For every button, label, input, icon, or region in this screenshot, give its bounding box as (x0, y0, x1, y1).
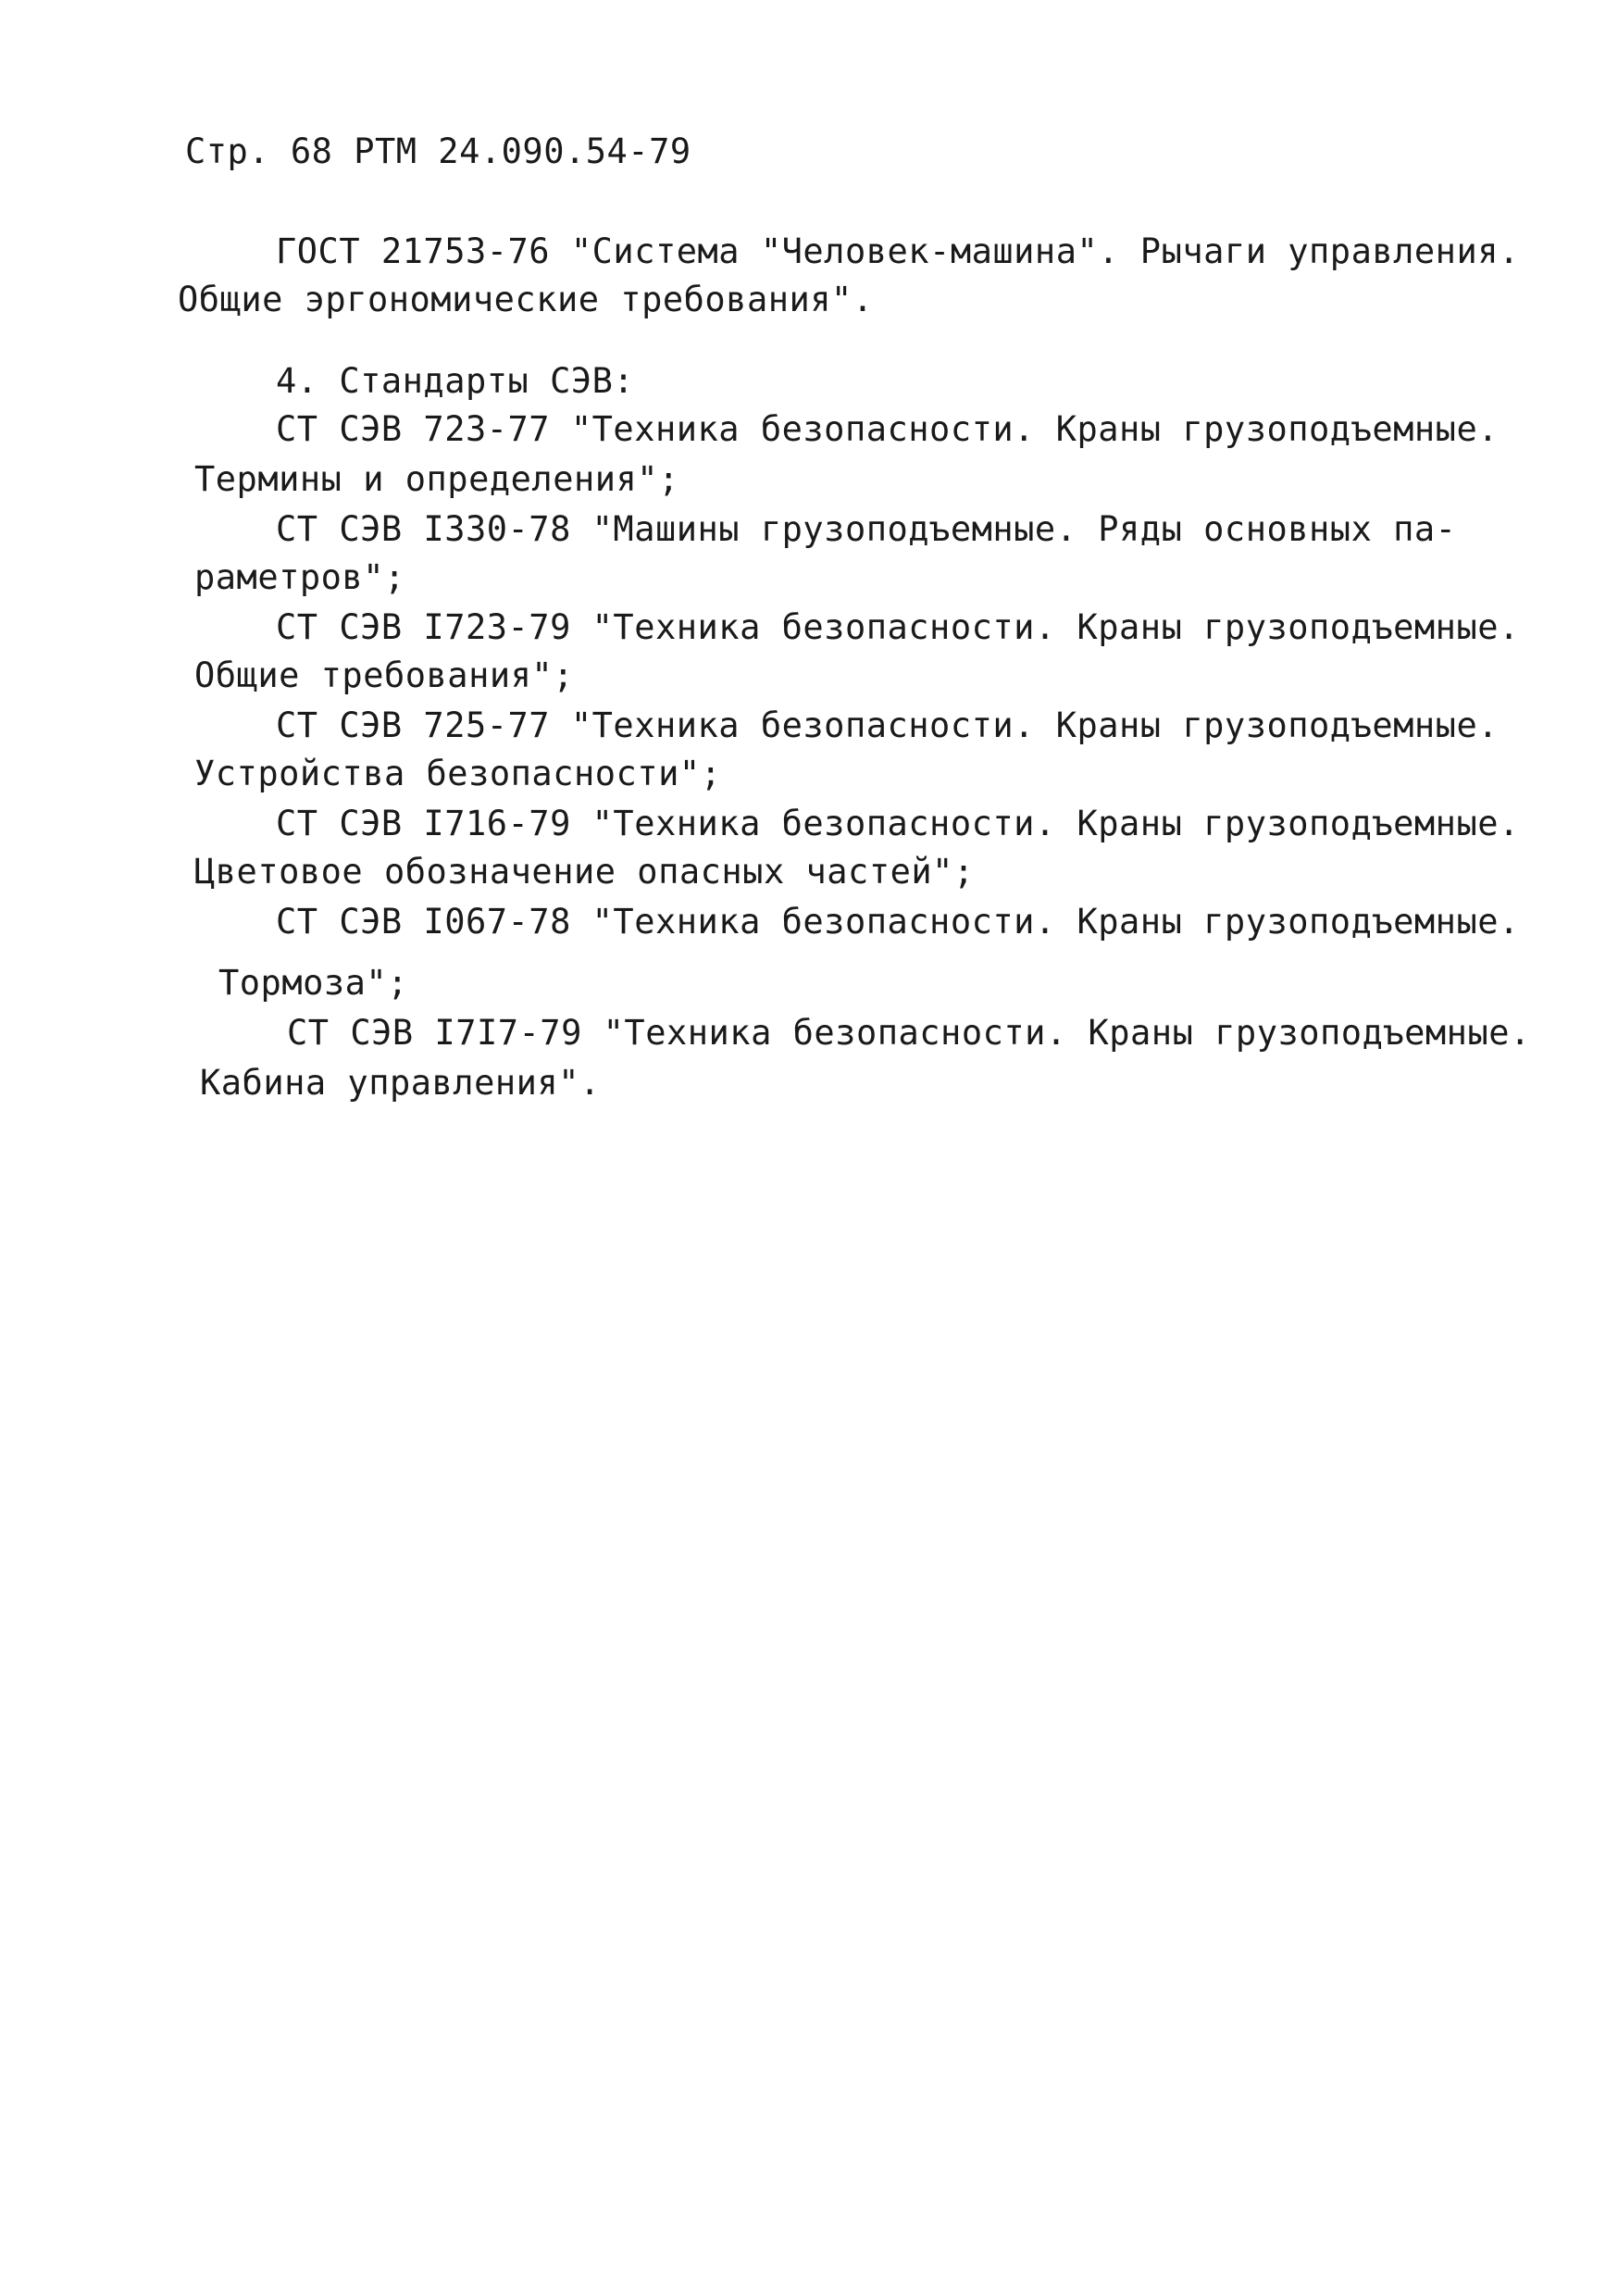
text-line: Цветовое обозначение опасных частей"; (194, 852, 975, 892)
text-line: Тормоза"; (218, 963, 408, 1003)
text-line: СТ СЭВ 725-77 "Техника безопасности. Краны грузоподъемные. (276, 705, 1500, 745)
text-line: СТ СЭВ I716-79 "Техника безопасности. Краны грузоподъемные. (276, 804, 1520, 843)
text-line: Кабина управления". (200, 1063, 601, 1103)
text-line: ГОСТ 21753-76 "Система "Человек-машина". Рычаги управления. (276, 231, 1520, 271)
text-line: СТ СЭВ I7I7-79 "Техника безопасности. Краны грузоподъемные. (287, 1013, 1531, 1053)
text-line: СТ СЭВ I067-78 "Техника безопасности. Краны грузоподъемные. (276, 902, 1520, 942)
text-line: СТ СЭВ 723-77 "Техника безопасности. Краны грузоподъемные. (276, 409, 1500, 449)
page-header: Стр. 68 РТМ 24.090.54-79 (185, 131, 691, 171)
text-line: Устройства безопасности"; (194, 754, 722, 793)
text-line: раметров"; (194, 557, 405, 597)
text-line: Термины и определения"; (194, 459, 679, 499)
text-line: СТ СЭВ I330-78 "Машины грузоподъемные. Ряды основных па- (276, 509, 1457, 549)
text-line: Общие требования"; (194, 655, 574, 695)
section-heading: 4. Стандарты СЭВ: (276, 361, 635, 401)
text-line: Общие эргономические требования". (178, 280, 874, 319)
text-line: СТ СЭВ I723-79 "Техника безопасности. Краны грузоподъемные. (276, 607, 1520, 647)
